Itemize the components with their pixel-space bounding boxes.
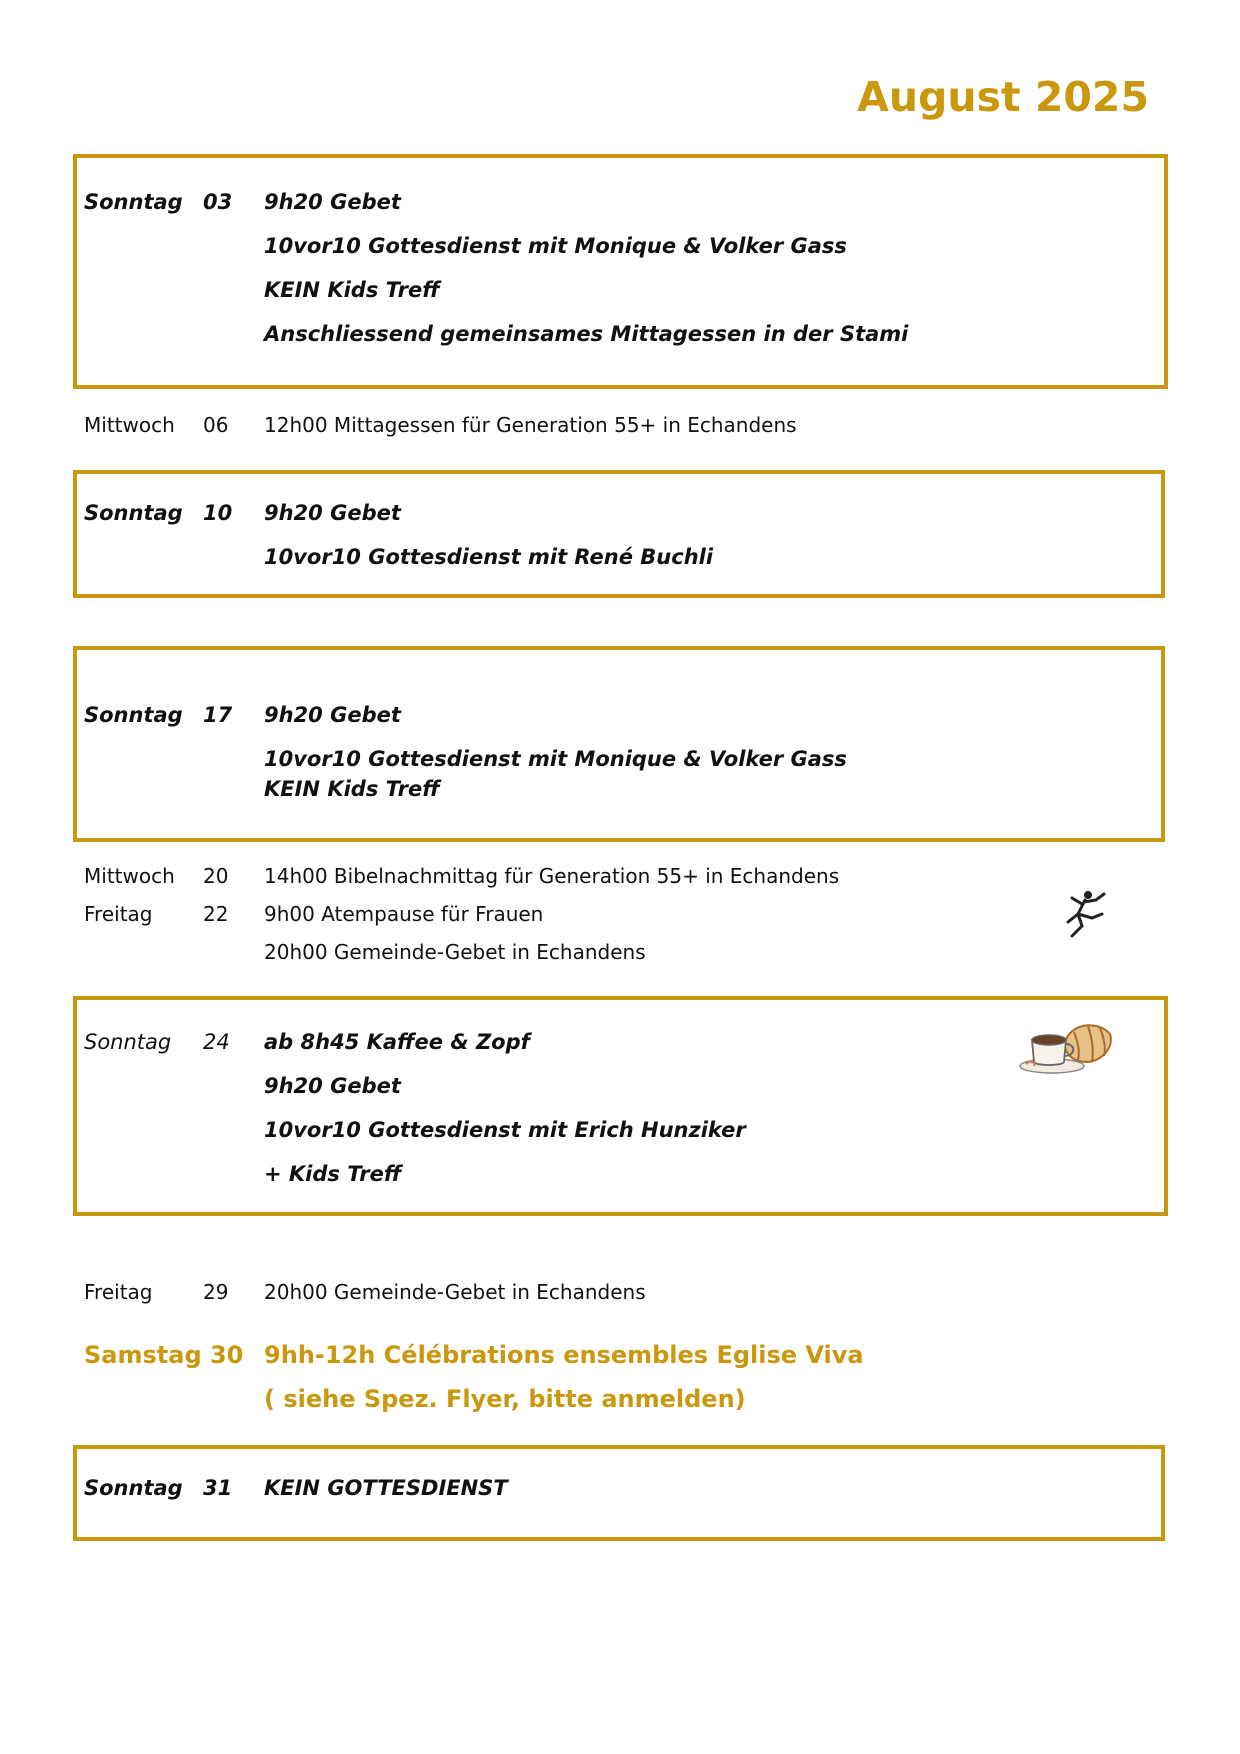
event-line: KEIN GOTTESDIENST: [264, 1476, 508, 1500]
runner-icon: [1058, 888, 1108, 940]
day-number: 31: [203, 1476, 233, 1500]
event-box-sunday-17: [73, 646, 1165, 842]
coffee-croissant-icon: [1018, 1016, 1114, 1076]
day-label: Mittwoch: [84, 413, 175, 437]
day-number: 17: [203, 703, 233, 727]
event-line: 9h20 Gebet: [264, 703, 401, 727]
page-title: August 2025: [857, 73, 1149, 121]
event-line: 9h20 Gebet: [264, 1074, 401, 1098]
event-box-sunday-31: [73, 1445, 1165, 1541]
event-line: KEIN Kids Treff: [264, 278, 440, 302]
day-label: Samstag 30: [84, 1341, 244, 1369]
event-line: 9h20 Gebet: [264, 190, 401, 214]
day-label: Sonntag: [84, 190, 183, 214]
event-line: 20h00 Gemeinde-Gebet in Echandens: [264, 1280, 646, 1304]
event-line: 14h00 Bibelnachmittag für Generation 55+ in Echandens: [264, 864, 840, 888]
event-line: ( siehe Spez. Flyer, bitte anmelden): [264, 1385, 746, 1413]
event-line: 9h20 Gebet: [264, 501, 401, 525]
event-line: Anschliessend gemeinsames Mittagessen in der Stami: [264, 322, 909, 346]
event-line: + Kids Treff: [264, 1162, 402, 1186]
day-number: 29: [203, 1280, 229, 1304]
event-line: 10vor10 Gottesdienst mit Monique & Volker Gass: [264, 747, 847, 771]
event-box-sunday-10: [73, 470, 1165, 598]
day-number: 24: [203, 1030, 230, 1054]
day-number: 10: [203, 501, 233, 525]
event-line: 10vor10 Gottesdienst mit Erich Hunziker: [264, 1118, 746, 1142]
day-label: Sonntag: [84, 1030, 172, 1054]
day-number: 20: [203, 864, 229, 888]
day-label: Sonntag: [84, 501, 183, 525]
event-line: 12h00 Mittagessen für Generation 55+ in Echandens: [264, 413, 797, 437]
day-label: Sonntag: [84, 703, 183, 727]
day-number: 06: [203, 413, 229, 437]
day-number: 22: [203, 902, 229, 926]
day-label: Freitag: [84, 902, 153, 926]
event-box-sunday-24: [73, 996, 1168, 1216]
day-label: Freitag: [84, 1280, 153, 1304]
event-line: 10vor10 Gottesdienst mit Monique & Volker Gass: [264, 234, 847, 258]
day-label: Sonntag: [84, 1476, 183, 1500]
day-label: Mittwoch: [84, 864, 175, 888]
event-line: KEIN Kids Treff: [264, 777, 440, 801]
event-box-sunday-03: [73, 154, 1168, 389]
event-line: 10vor10 Gottesdienst mit René Buchli: [264, 545, 714, 569]
event-line: ab 8h45 Kaffee & Zopf: [264, 1030, 530, 1054]
day-number: 03: [203, 190, 233, 214]
event-line: 9h00 Atempause für Frauen: [264, 902, 544, 926]
event-line: 9hh-12h Célébrations ensembles Eglise Viva: [264, 1341, 864, 1369]
event-line: 20h00 Gemeinde-Gebet in Echandens: [264, 940, 646, 964]
